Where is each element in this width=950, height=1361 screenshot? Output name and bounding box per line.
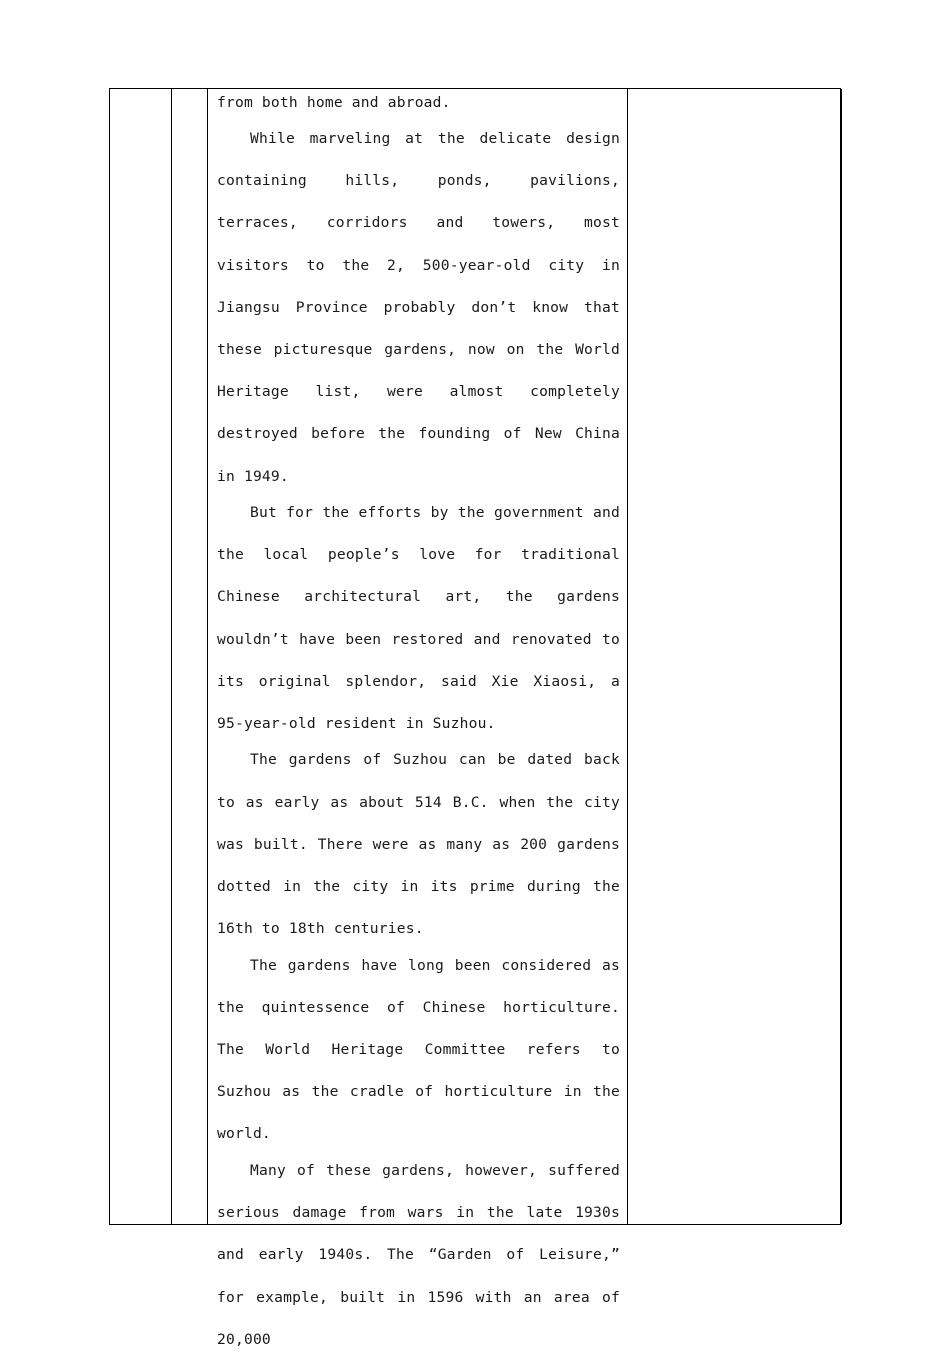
document-table — [109, 88, 841, 1348]
paragraph-2: While marveling at the delicate design containing hills, ponds, pavilions, terraces, corridors and towers, most visitors to the 2, 500-year-old city in Jiangsu Province probably don’t know that these picturesque gardens, now on the World Heritage list, were almost completely destroyed before the founding of New China in 1949. — [217, 130, 620, 485]
paragraph-4: The gardens of Suzhou can be dated back to as early as about 514 B.C. when the city was built. There were as many as 200 gardens dotted in the city in its prime during the 16th to 18th centuries. — [217, 751, 620, 938]
column-divider-2 — [207, 89, 208, 1224]
column-divider-3 — [627, 89, 628, 1224]
paragraph-5: The gardens have long been considered as the quintessence of Chinese horticulture. The World Heritage Committee refers to Suzhou as the cradle of horticulture in the world. — [217, 956, 620, 1143]
column-divider-1 — [171, 89, 172, 1224]
paragraph-1: from both home and abroad. — [217, 94, 451, 111]
paragraph-3: But for the efforts by the government and the local people’s love for traditional Chinese architectural art, the gardens wouldn’t have been restored and renovated to its original splendor, said Xie Xiaosi, a 95-year-old resident in Suzhou. — [217, 504, 620, 733]
right-border — [841, 89, 842, 1224]
reading-passage-cell — [217, 93, 620, 1355]
paragraph-6: Many of these gardens, however, suffered serious damage from wars in the late 1930s and early 1940s. The “Garden of Leisure,” for example, built in 1596 with an area of 20,000 — [217, 1161, 620, 1348]
